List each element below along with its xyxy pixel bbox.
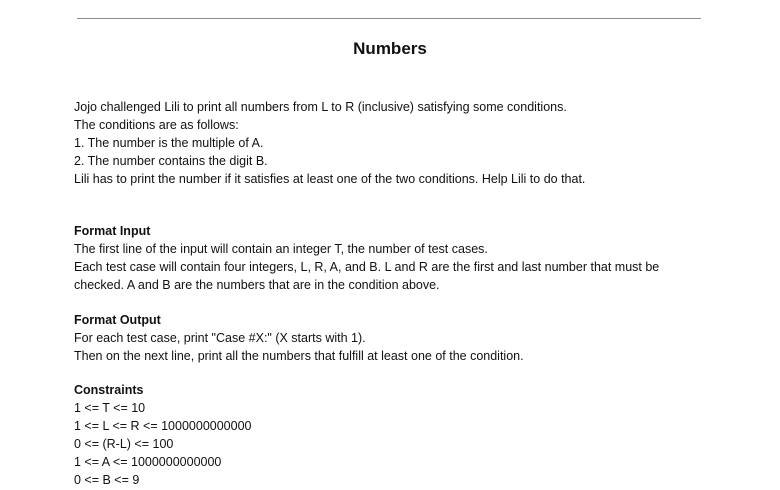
description-section (74, 98, 714, 188)
format-input-heading: Format Input (74, 224, 151, 238)
format-output-section (74, 311, 714, 365)
format-output-line: For each test case, print "Case #X:" (X starts with 1). (74, 331, 366, 345)
description-line: Jojo challenged Lili to print all numbers from L to R (inclusive) satisfying some conditions. (74, 100, 567, 114)
constraints-heading: Constraints (74, 383, 144, 397)
top-divider (77, 18, 701, 19)
constraint-item: 0 <= B <= 9 (74, 473, 140, 487)
constraint-item: 1 <= A <= 1000000000000 (74, 455, 222, 469)
description-line: The conditions are as follows: (74, 118, 239, 132)
constraint-item: 1 <= T <= 10 (74, 401, 146, 415)
problem-title: Numbers (353, 39, 427, 58)
format-output-line: Then on the next line, print all the numbers that fulfill at least one of the condition. (74, 349, 524, 363)
format-input-line: Each test case will contain four integers, L, R, A, and B. L and R are the first and last number that must be (74, 260, 660, 274)
constraints-section (74, 381, 714, 489)
format-output-heading: Format Output (74, 313, 161, 327)
condition-item: 2. The number contains the digit B. (74, 154, 268, 168)
format-input-line: checked. A and B are the numbers that are in the condition above. (74, 278, 440, 292)
format-input-line: The first line of the input will contain an integer T, the number of test cases. (74, 242, 488, 256)
description-line: Lili has to print the number if it satisfies at least one of the two conditions. Help Lili to do that. (74, 172, 586, 186)
constraint-item: 0 <= (R-L) <= 100 (74, 437, 174, 451)
constraint-item: 1 <= L <= R <= 1000000000000 (74, 419, 252, 433)
format-input-section (74, 222, 714, 294)
condition-item: 1. The number is the multiple of A. (74, 136, 264, 150)
